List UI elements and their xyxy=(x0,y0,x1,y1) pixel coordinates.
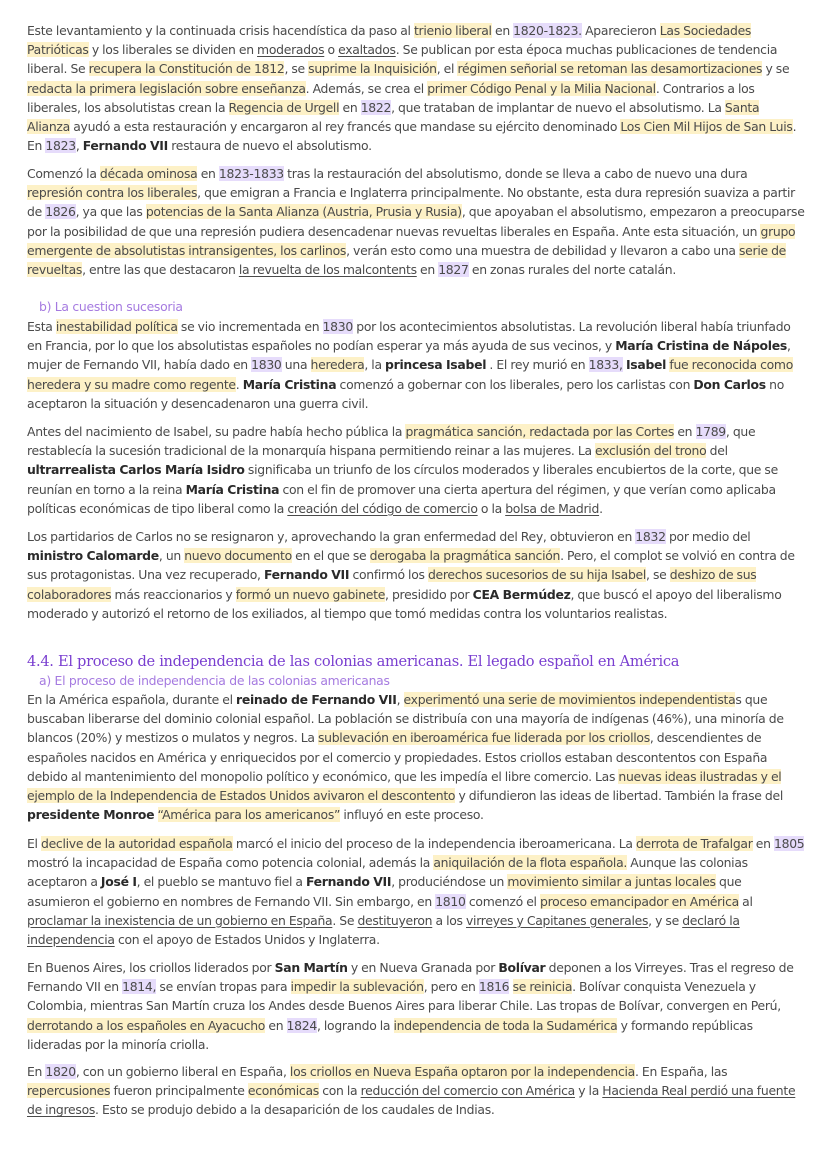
subheading-cuestion-sucesoria: b) La cuestion sucesoria xyxy=(39,299,183,314)
paragraph-partidarios-carlos: Los partidarios de Carlos no se resignaron y, aprovechando la gran enfermedad del Rey, obtuvieron en 1832 por medio del ministro Calomarde, un nuevo documento en el que se derogaba la pragmática sanción. Pero, el complot se volvió en contra de sus protagonistas. Una vez recuperado, Fernando VII confirmó los derechos sucesorios de su hija Isabel, se deshizo de sus colaboradores más reaccionarios y formó un nuevo gabinete, presidido por CEA Bermúdez, que buscó el apoyo del liberalismo moderado y autorizó el retorno de los exiliados, al tiempo que tomó medidas contra los voluntarios realistas. xyxy=(27,529,795,621)
paragraph-declive-autoridad: El declive de la autoridad española marcó el inicio del proceso de la independencia iberoamericana. La derrota de Trafalgar en 1805 mostró la incapacidad de España como potencia colonial, además la aniquilación de la flota española. Aunque las colonias aceptaron a José I, el pueblo se mantuvo fiel a Fernando VII, produciéndose un movimiento similar a juntas locales que asumieron el gobierno en nombres de Fernando VII. Sin embargo, en 1810 comenzó el proceso emancipador en América al proclamar la inexistencia de un gobierno en España. Se destituyeron a los virreyes y Capitanes generales, y se declaró la independencia con el apoyo de Estados Unidos y Inglaterra. xyxy=(27,836,805,948)
section-heading-independencia: 4.4. El proceso de independencia de las colonias americanas. El legado español en América xyxy=(27,653,680,670)
paragraph-cuestion-sucesoria: Esta inestabilidad política se vio incrementada en 1830 por los acontecimientos absolutistas. La revolución liberal había triunfado en Francia, por lo que los absolutistas españoles no podían esperar ya más ayuda de sus vecinos, y María Cristina de Nápoles, mujer de Fernando VII, había dado en 1830 una heredera, la princesa Isabel . El rey murió en 1833, Isabel fue reconocida como heredera y su madre como regente. María Cristina comenzó a gobernar con los liberales, pero los carlistas con Don Carlos no aceptaron la situación y desencadenaron una guerra civil. xyxy=(27,319,794,411)
paragraph-america-espanola: En la América española, durante el reinado de Fernando VII, experimentó una serie de movimientos independentistas que buscaban liberarse del dominio colonial español. La población se distribuía con una mayoría de indígenas (46%), una minoría de blancos (20%) y mestizos o mulatos y negros. La sublevación en iberoamérica fue liderada por los criollos, descendientes de españoles nacidos en América y enriquecidos por el comercio y propiedades. Estos criollos estaban descontentos con España debido al mantenimiento del monopolio político y económico, que les impedía el libre comercio. Las nuevas ideas ilustradas y el ejemplo de la Independencia de Estados Unidos avivaron el descontento y difundieron las ideas de libertad. También la frase del presidente Monroe “América para los americanos” influyó en este proceso. xyxy=(27,692,784,823)
paragraph-pragmatica-sancion: Antes del nacimiento de Isabel, su padre había hecho pública la pragmática sanción, redactada por las Cortes en 1789, que restablecía la sucesión tradicional de la monarquía hispana permitiendo reinar a las mujeres. La exclusión del trono del ultrarrealista Carlos María Isidro significaba un triunfo de los círculos moderados y liberales encubiertos de la corte, que se reunían en torno a la reina María Cristina con el fin de promover una cierta apertura del régimen, y que verían como aplicaba políticas económicas de tipo liberal como la creación del código de comercio o la bolsa de Madrid. xyxy=(27,424,778,516)
paragraph-decada-ominosa: Comenzó la década ominosa en 1823-1833 tras la restauración del absolutismo, donde se lleva a cabo de nuevo una dura represión contra los liberales, que emigran a Francia e Inglaterra principalmente. No obstante, esta dura represión suaviza a partir de 1826, ya que las potencias de la Santa Alianza (Austria, Prusia y Rusia), que apoyaban el absolutismo, empezaron a preocuparse por la posibilidad de que una represión pudiera desencadenar nuevas revueltas liberales en España. Ante esta situación, un grupo emergente de absolutistas intransigentes, los carlinos, verán esto como una muestra de debilidad y llevaron a cabo una serie de revueltas, entre las que destacaron la revuelta de los malcontents en 1827 en zonas rurales del norte catalán. xyxy=(27,166,805,278)
paragraph-nueva-espana: En 1820, con un gobierno liberal en España, los criollos en Nueva España optaron por la independencia. En España, las repercusiones fueron principalmente económicas con la reducción del comercio con América y la Hacienda Real perdió una fuente de ingresos. Esto se produjo debido a la desaparición de los caudales de Indias. xyxy=(27,1064,796,1118)
paragraph-trienio-liberal: Este levantamiento y la continuada crisis hacendística da paso al trienio liberal en 1820-1823. Aparecieron Las Sociedades Patrióticas y los liberales se dividen en moderados o exaltados. Se publican por esta época muchas publicaciones de tendencia liberal. Se recupera la Constitución de 1812, se suprime la Inquisición, el régimen señorial se retoman las desamortizaciones y se redacta la primera legislación sobre enseñanza. Además, se crea el primer Código Penal y la Milia Nacional. Contrarios a los liberales, los absolutistas crean la Regencia de Urgell en 1822, que trataban de implantar de nuevo el absolutismo. La Santa Alianza ayudó a esta restauración y encargaron al rey francés que mandase su ejército denominado Los Cien Mil Hijos de San Luis. En 1823, Fernando VII restaura de nuevo el absolutismo. xyxy=(27,23,797,154)
subheading-proceso-independencia: a) El proceso de independencia de las colonias americanas xyxy=(39,673,390,688)
paragraph-buenos-aires: En Buenos Aires, los criollos liderados por San Martín y en Nueva Granada por Bolívar deponen a los Virreyes. Tras el regreso de Fernando VII en 1814, se envían tropas para impedir la sublevación, pero en 1816 se reinicia. Bolívar conquista Venezuela y Colombia, mientras San Martín cruza los Andes desde Buenos Aires para liberar Chile. Las tropas de Bolívar, convergen en Perú, derrotando a los españoles en Ayacucho en 1824, logrando la independencia de toda la Sudamérica y formando repúblicas lideradas por la minoría criolla. xyxy=(27,960,794,1052)
